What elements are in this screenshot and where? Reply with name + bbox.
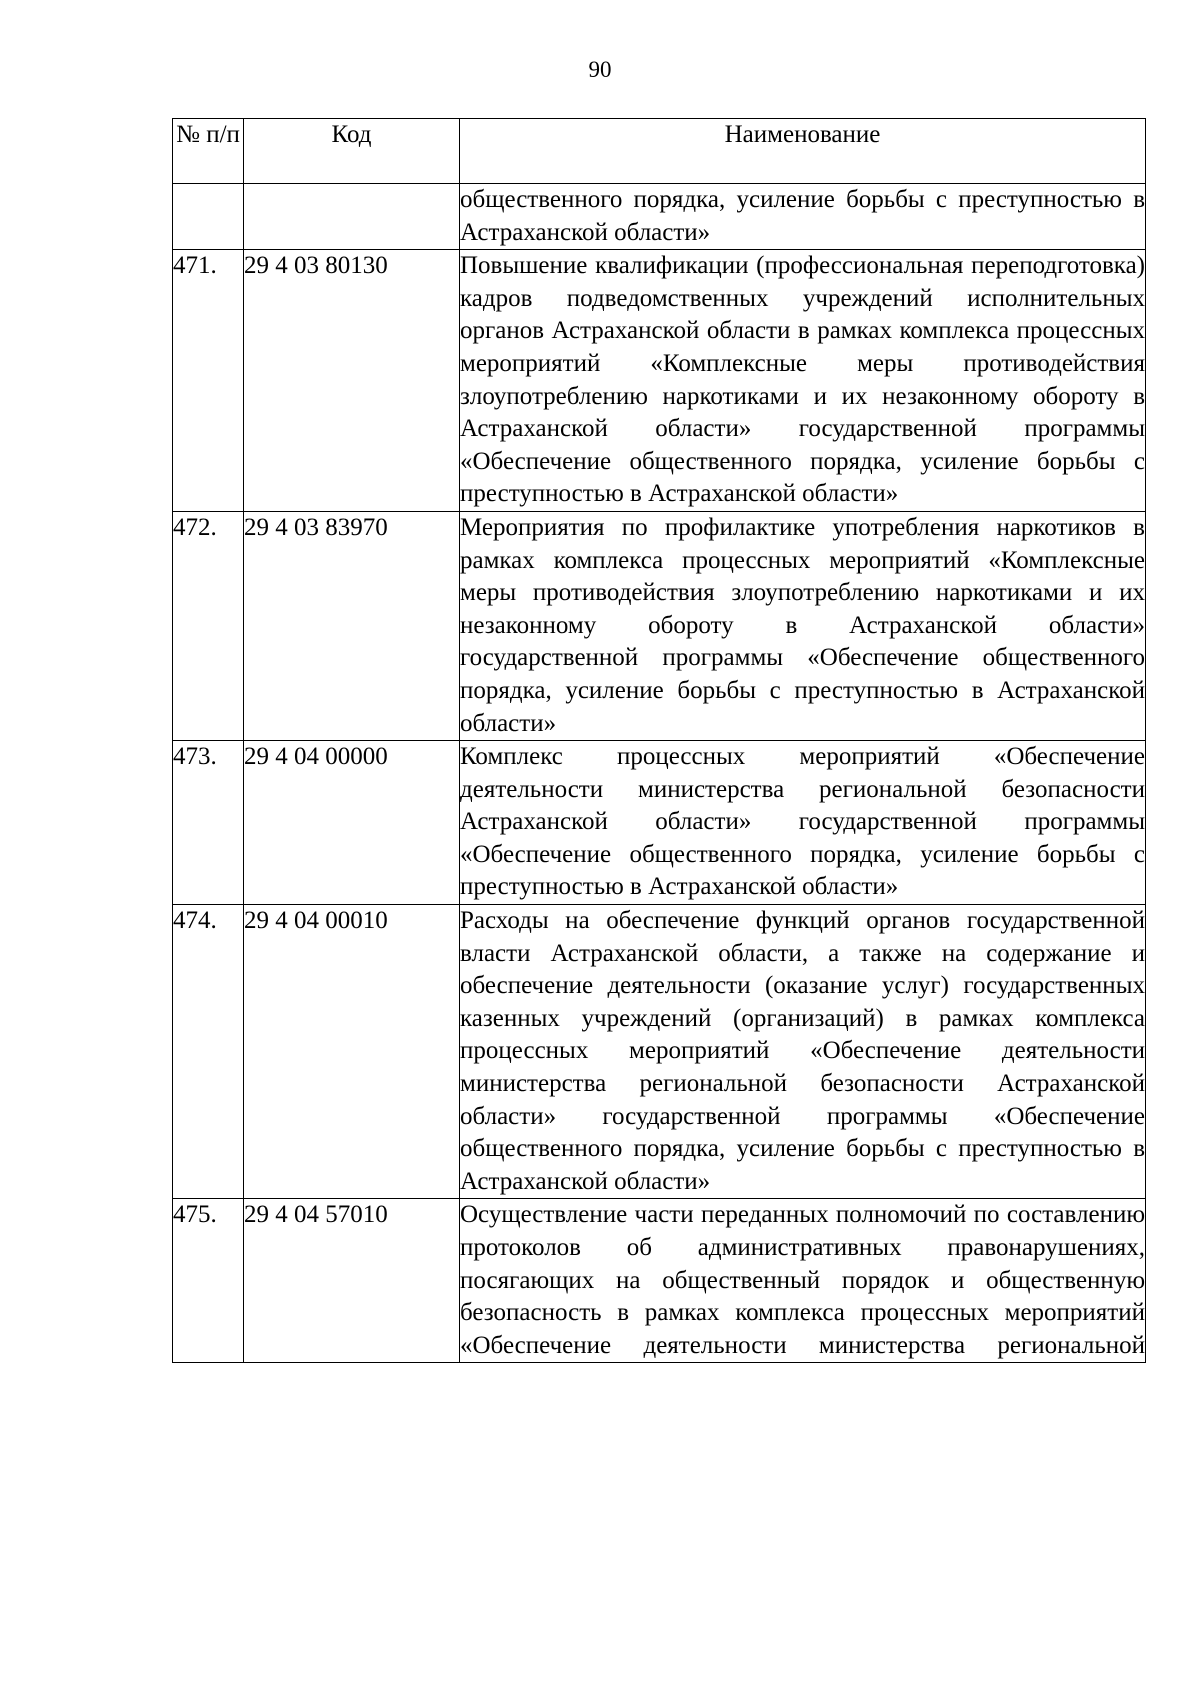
- cell-num: 472.: [173, 511, 244, 740]
- cell-name: общественного порядка, усиление борьбы с преступностью в Астраханской области»: [460, 184, 1146, 250]
- cell-num: 475.: [173, 1199, 244, 1363]
- cell-code: 29 4 04 00000: [244, 741, 460, 905]
- cell-code: 29 4 04 57010: [244, 1199, 460, 1363]
- header-name: Наименование: [460, 119, 1146, 184]
- cell-num: [173, 184, 244, 250]
- table-row: [173, 511, 1146, 740]
- cell-code: 29 4 03 80130: [244, 250, 460, 512]
- table-row: [173, 741, 1146, 905]
- table-row-continuation: [173, 184, 1146, 250]
- cell-name: Комплекс процессных мероприятий «Обеспечение деятельности министерства региональной безопасности Астраханской области» государственной программы «Обеспечение общественного порядка, усиление борьбы с преступностью в Астраханской области»: [460, 741, 1146, 905]
- table-row: [173, 1199, 1146, 1363]
- cell-num: 474.: [173, 905, 244, 1199]
- table-header-row: [173, 119, 1146, 184]
- header-num: № п/п: [173, 119, 244, 184]
- cell-name: Осуществление части переданных полномочий по составлению протоколов об административных правонарушениях, посягающих на общественный порядок и общественную безопасность в рамках комплекса процессных мероприятий «Обеспечение деятельности министерства региональной: [460, 1199, 1146, 1363]
- cell-num: 473.: [173, 741, 244, 905]
- header-code: Код: [244, 119, 460, 184]
- cell-code: 29 4 03 83970: [244, 511, 460, 740]
- table-row: [173, 905, 1146, 1199]
- cell-name: Повышение квалификации (профессиональная переподготовка) кадров подведомственных учреждений исполнительных органов Астраханской области в рамках комплекса процессных мероприятий «Комплексные меры противодействия злоупотреблению наркотиками и их незаконному обороту в Астраханской области» государственной программы «Обеспечение общественного порядка, усиление борьбы с преступностью в Астраханской области»: [460, 250, 1146, 512]
- cell-num: 471.: [173, 250, 244, 512]
- table-row: [173, 250, 1146, 512]
- cell-name: Мероприятия по профилактике употребления наркотиков в рамках комплекса процессных мероприятий «Комплексные меры противодействия злоупотреблению наркотиками и их незаконному обороту в Астраханской области» государственной программы «Обеспечение общественного порядка, усиление борьбы с преступностью в Астраханской области»: [460, 511, 1146, 740]
- classification-table: [172, 118, 1146, 1363]
- cell-code: [244, 184, 460, 250]
- cell-code: 29 4 04 00010: [244, 905, 460, 1199]
- cell-name: Расходы на обеспечение функций органов государственной власти Астраханской области, а также на содержание и обеспечение деятельности (оказание услуг) государственных казенных учреждений (организаций) в рамках комплекса процессных мероприятий «Обеспечение деятельности министерства региональной безопасности Астраханской области» государственной программы «Обеспечение общественного порядка, усиление борьбы с преступностью в Астраханской области»: [460, 905, 1146, 1199]
- page-number: 90: [588, 57, 612, 82]
